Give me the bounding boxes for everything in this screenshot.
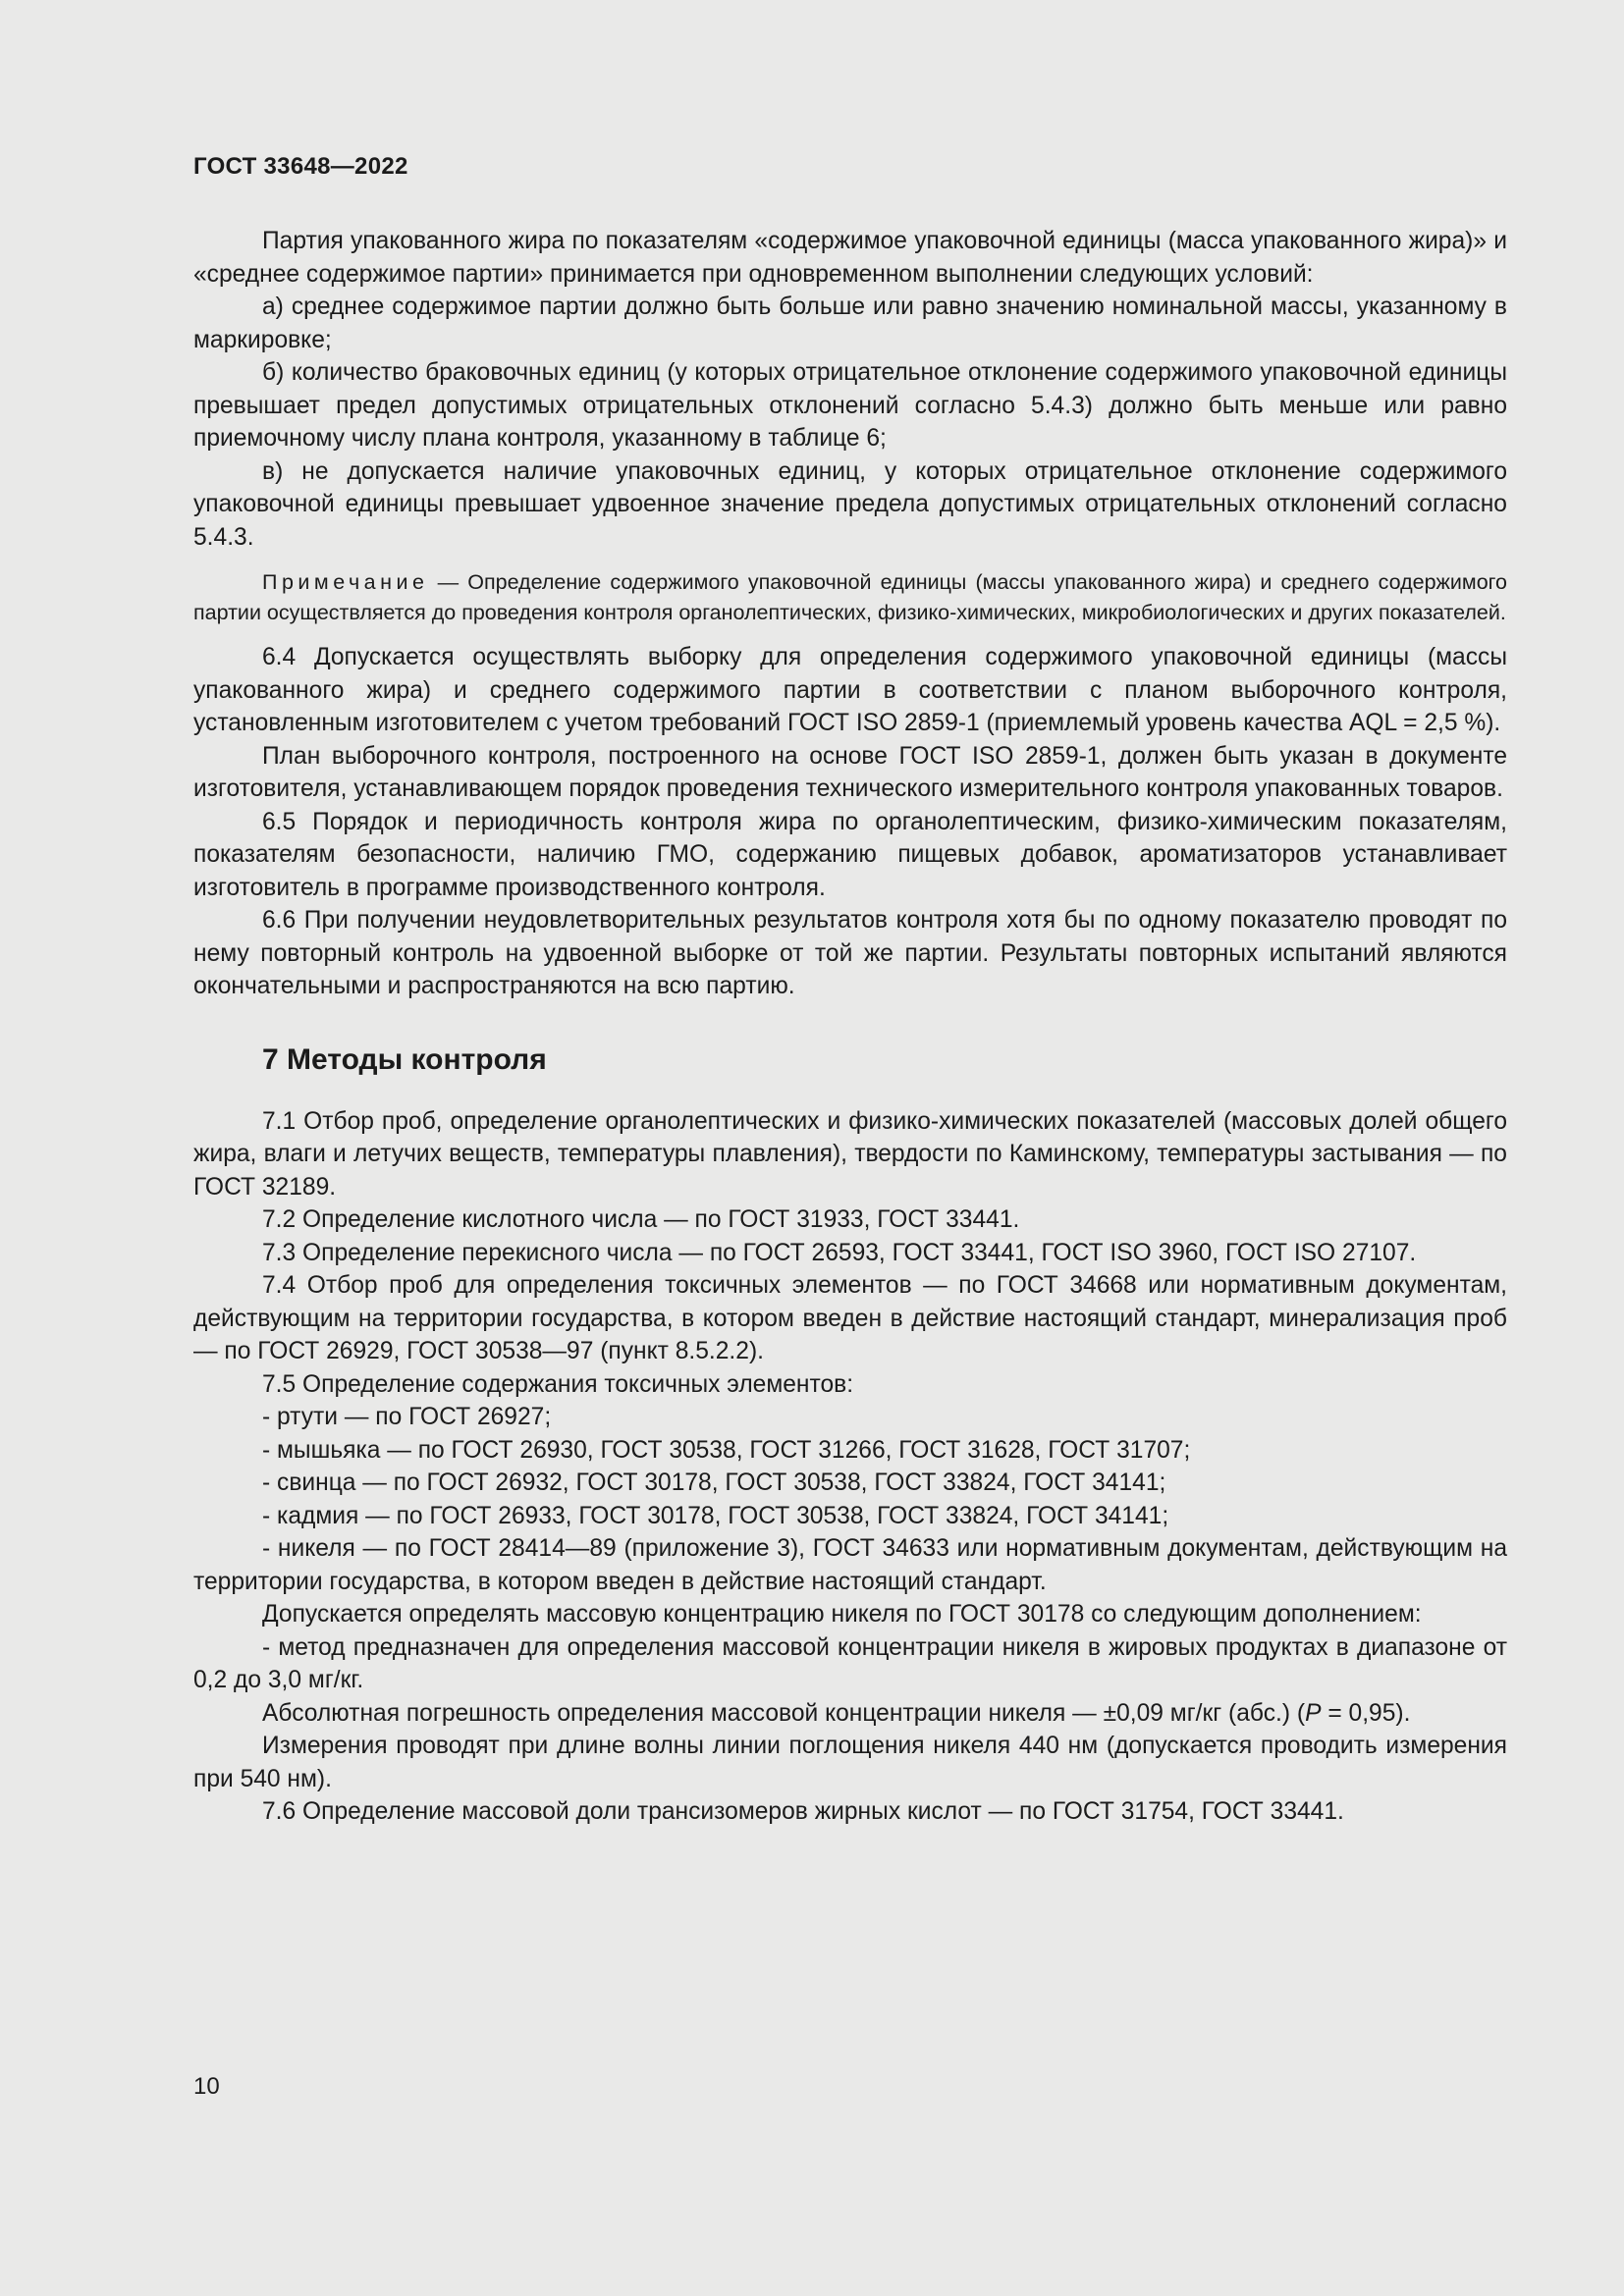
- clause-6-4: 6.4 Допускается осуществлять выборку для определения содержимого упаковочной единицы (массы упакованного жира) и среднего содержимого партии в соответствии с планом выборочного контроля, установленным изготовителем с учетом требований ГОСТ ISO 2859-1 (приемлемый уровень качества AQL = 2,5 %).: [193, 644, 1507, 736]
- section-7-title: 7 Методы контроля: [262, 1042, 547, 1076]
- list-item: в) не допускается наличие упаковочных единиц, у которых отрицательное отклонение содержимого упаковочной единицы превышает удвоенное значение предела допустимых отрицательных отклонений согласно 5.4.3.: [193, 457, 1507, 551]
- text-segment: Абсолютная погрешность определения массовой концентрации никеля — ±0,09 мг/кг (абс.) (: [262, 1699, 1306, 1727]
- document-body: [193, 225, 1507, 1829]
- list-item: - никеля — по ГОСТ 28414—89 (приложение 3), ГОСТ 34633 или нормативным документам, действующим на территории государства, в котором введен в действие настоящий стандарт.: [193, 1535, 1507, 1595]
- list-item: - ртути — по ГОСТ 26927;: [262, 1404, 552, 1430]
- list-item: - метод предназначен для определения массовой концентрации никеля в жировых продуктах в диапазоне от 0,2 до 3,0 мг/кг.: [193, 1633, 1507, 1693]
- clause-7-5: 7.5 Определение содержания токсичных элементов:: [262, 1370, 854, 1398]
- list-item: а) среднее содержимое партии должно быть больше или равно значению номинальной массы, указанному в маркировке;: [193, 294, 1507, 353]
- paragraph: Партия упакованного жира по показателям «содержимое упаковочной единицы (масса упакованного жира)» и «среднее содержимое партии» принимается при одновременном выполнении следующих условий:: [193, 228, 1507, 288]
- note-label: Примечание: [262, 570, 429, 594]
- note-text: — Определение содержимого упаковочной единицы (массы упакованного жира) и среднего содержимого партии осуществляется до проведения контроля органолептических, физико-химических, микробиологических и других показателей.: [193, 570, 1507, 624]
- clause-7-6: 7.6 Определение массовой доли трансизомеров жирных кислот — по ГОСТ 31754, ГОСТ 33441.: [262, 1798, 1344, 1825]
- list-item: б) количество браковочных единиц (у которых отрицательное отклонение содержимого упаковочной единицы превышает предел допустимых отрицательных отклонений согласно 5.4.3) должно быть меньше или равно приемочному числу плана контроля, указанному в таблице 6;: [193, 359, 1507, 452]
- clause-6-5: 6.5 Порядок и периодичность контроля жира по органолептическим, физико-химическим показателям, показателям безопасности, наличию ГМО, содержанию пищевых добавок, ароматизаторов устанавливает изготовитель в программе производственного контроля.: [193, 808, 1507, 901]
- clause-6-6: 6.6 При получении неудовлетворительных результатов контроля хотя бы по одному показателю проводят по нему повторный контроль на удвоенной выборке от той же партии. Результаты повторных испытаний являются окончательными и распространяются на всю партию.: [193, 907, 1507, 999]
- list-item: - свинца — по ГОСТ 26932, ГОСТ 30178, ГОСТ 30538, ГОСТ 33824, ГОСТ 34141;: [262, 1469, 1166, 1496]
- paragraph: [193, 1697, 1507, 1731]
- list-item: - кадмия — по ГОСТ 26933, ГОСТ 30178, ГОСТ 30538, ГОСТ 33824, ГОСТ 34141;: [262, 1502, 1169, 1529]
- page-number: 10: [193, 2073, 220, 2100]
- list-item: - мышьяка — по ГОСТ 26930, ГОСТ 30538, ГОСТ 31266, ГОСТ 31628, ГОСТ 31707;: [262, 1436, 1191, 1464]
- variable-p: P: [1305, 1699, 1322, 1727]
- clause-7-1: 7.1 Отбор проб, определение органолептических и физико-химических показателей (массовых долей общего жира, влаги и летучих веществ, температуры плавления), твердости по Каминскому, температуры застывания — по ГОСТ 32189.: [193, 1107, 1507, 1201]
- text-segment: = 0,95).: [1321, 1699, 1411, 1727]
- paragraph: Допускается определять массовую концентрацию никеля по ГОСТ 30178 со следующим дополнением:: [262, 1601, 1422, 1628]
- clause-7-2: 7.2 Определение кислотного числа — по ГОСТ 31933, ГОСТ 33441.: [262, 1206, 1020, 1233]
- clause-7-3: 7.3 Определение перекисного числа — по ГОСТ 26593, ГОСТ 33441, ГОСТ ISO 3960, ГОСТ ISO 27107.: [262, 1239, 1417, 1266]
- clause-7-4: 7.4 Отбор проб для определения токсичных элементов — по ГОСТ 34668 или нормативным документам, действующим на территории государства, в котором введен в действие настоящий стандарт, минерализация проб — по ГОСТ 26929, ГОСТ 30538—97 (пункт 8.5.2.2).: [193, 1272, 1507, 1364]
- paragraph: План выборочного контроля, построенного на основе ГОСТ ISO 2859-1, должен быть указан в документе изготовителя, устанавливающем порядок проведения технического измерительного контроля упакованных товаров.: [193, 742, 1507, 802]
- paragraph: Измерения проводят при длине волны линии поглощения никеля 440 нм (допускается проводить измерения при 540 нм).: [193, 1733, 1507, 1792]
- note-paragraph: [193, 567, 1507, 627]
- document-code-header: ГОСТ 33648—2022: [193, 153, 408, 180]
